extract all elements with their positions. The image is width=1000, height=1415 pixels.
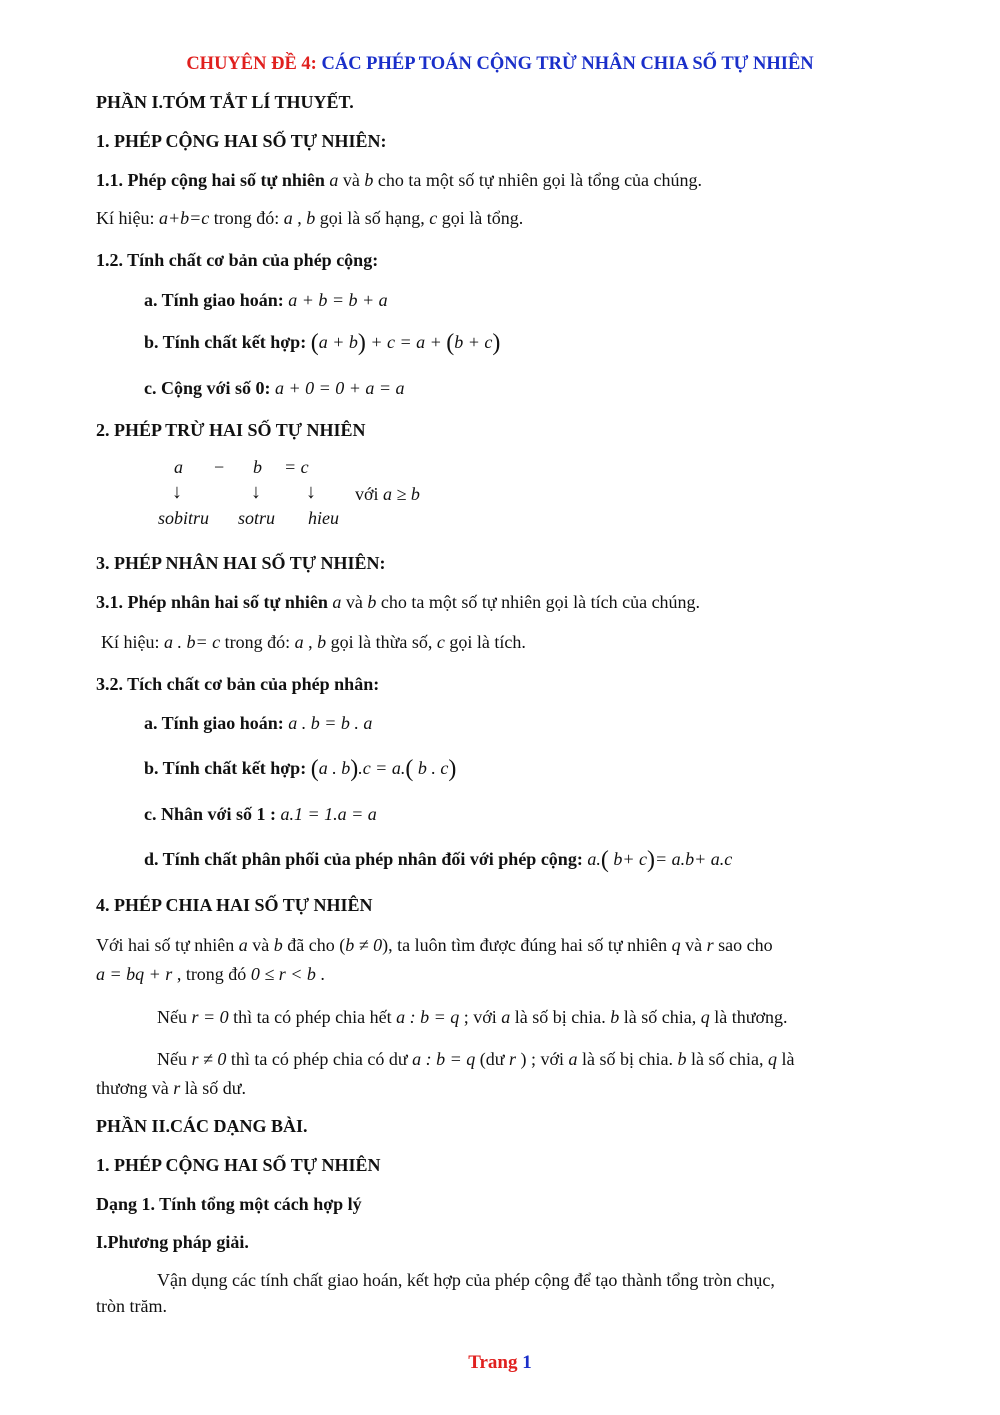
s1-pb-f1: a + b [318,332,358,352]
s1-kh-sum: gọi là tổng. [437,208,524,228]
title-main: CÁC PHÉP TOÁN CỘNG TRỪ NHÂN CHIA SỐ TỰ NHIÊN [321,54,814,74]
s3-heading: 3. PHÉP NHÂN HAI SỐ TỰ NHIÊN: [96,553,386,573]
s3-pb-label: b. Tính chất kết hợp: [144,758,311,778]
s4-l2-range: 0 ≤ r < b [250,964,316,984]
s1-kh-b: b [306,208,316,228]
s3-kh-a: a [294,632,304,652]
s4-l2-formula: a = bq + r [96,964,173,984]
p2-text-2: tròn trăm. [96,1296,167,1316]
s4-l1-vb: b [273,935,283,955]
s3-kh-prod: gọi là tích. [444,632,526,652]
s1-def-a: a [329,170,339,190]
p2-method: I.Phương pháp giải. [96,1232,249,1252]
s3-kh-label: Kí hiệu: [101,632,164,652]
s2-heading: 2. PHÉP TRỪ HAI SỐ TỰ NHIÊN [96,420,366,440]
s3-def-rest: cho ta một số tự nhiên gọi là tích của chúng. [376,592,701,612]
s2-minus: − [214,457,225,477]
s1-prop-a [144,288,388,312]
s1-def-bold: 1.1. Phép cộng hai số tự nhiên [96,170,325,190]
part1-heading: PHẦN I.TÓM TẮT LÍ THUYẾT. [96,92,354,112]
s4-l4-vr: r [508,1049,516,1069]
s1-definition [96,168,702,192]
s4-heading: 4. PHÉP CHIA HAI SỐ TỰ NHIÊN [96,895,373,915]
s1-def-rest: cho ta một số tự nhiên gọi là tổng của chúng. [373,170,703,190]
s4-l3-f: là thương. [709,1007,788,1027]
s2-condition [355,484,420,505]
s4-l3-cond: r = 0 [191,1007,229,1027]
s2-arrow-1: ↓ [172,481,182,503]
s1-def-b: b [364,170,374,190]
s4-l4-e: là số bị chia. [577,1049,678,1069]
s3-pd-f2: b+ c [608,849,647,869]
s2-label-sotru: sotru [238,508,276,528]
p2-dang: Dạng 1. Tính tổng một cách hợp lý [96,1194,362,1214]
s1-kh-mid: trong đó: [209,208,284,228]
s1-kh-comma: , [292,208,307,228]
s2-var-a: a [174,457,183,477]
s3-notation [101,630,526,654]
s4-l3-vb: b [610,1007,620,1027]
s3-prop-b: b. Tính chất kết hợp: (a . b).c = a.( b . c) [144,756,457,782]
s4-l2-end: . [315,964,325,984]
s4-l3-formula: a : b = q [396,1007,460,1027]
s2-arrow-2: ↓ [251,481,261,503]
s4-l4-d: ) ; với [516,1049,569,1069]
s2-label-sobitru: sobitru [158,508,210,528]
s3-pd-label: d. Tính chất phân phối của phép nhân đối với phép cộng: [144,849,588,869]
s4-l1-r: r [706,935,714,955]
s4-l5-vr: r [173,1078,181,1098]
s3-prop-a [144,711,372,735]
page-footer [0,1352,1000,1374]
s3-prop-c [144,802,377,826]
s4-l3-a: Nếu [157,1007,192,1027]
s1-pc-formula: a + 0 = 0 + a = a [274,378,405,398]
s4-l5-a: thương và [96,1078,174,1098]
s4-line3 [157,1005,788,1029]
s4-l4-c: (dư [475,1049,509,1069]
s4-l2-mid: , trong đó [172,964,251,984]
s1-kh-term: gọi là số hạng, [315,208,430,228]
s4-l3-vq: q [700,1007,710,1027]
s4-l1-q: q [671,935,681,955]
s4-l3-b: thì ta có phép chia hết [228,1007,397,1027]
s3-kh-mid: trong đó: [220,632,295,652]
s1-prop-b: b. Tính chất kết hợp: (a + b) + c = a + (b + c) [144,330,501,356]
s1-kh-c: c [429,208,438,228]
s3-pc-formula: a.1 = 1.a = a [280,804,377,824]
s4-l5-b: là số dư. [180,1078,247,1098]
s3-prop-d: d. Tính chất phân phối của phép nhân đối với phép cộng: a.( b+ c)= a.b+ a.c [144,847,733,873]
s2-label-hieu: hieu [308,508,339,528]
s4-l4-va: a [568,1049,578,1069]
s3-kh-factor: gọi là thừa số, [326,632,437,652]
s2-cond-text: với [355,484,379,504]
s4-l4-b: thì ta có phép chia có dư [226,1049,413,1069]
footer-label: Trang [468,1352,518,1373]
s4-l1-f: sao cho [713,935,773,955]
s1-notation [96,206,523,230]
s4-l1-va: a [238,935,248,955]
s1-pa-label: a. Tính giao hoán: [144,290,289,310]
s4-l3-e: là số chia, [619,1007,701,1027]
s4-l4-f: là số chia, [686,1049,768,1069]
s3-pb-f2: .c = a. [358,758,406,778]
s1-props-heading: 1.2. Tính chất cơ bản của phép cộng: [96,250,379,270]
s1-pa-formula: a + b = b + a [288,290,388,310]
doc-title [0,52,1000,76]
s3-kh-b: b [317,632,327,652]
s1-def-and: và [338,170,365,190]
part2-heading: PHẦN II.CÁC DẠNG BÀI. [96,1116,308,1136]
p2-text-1: Vận dụng các tính chất giao hoán, kết hợp của phép cộng để tạo thành tổng tròn chục, [157,1270,775,1290]
s3-pc-label: c. Nhân với số 1 : [144,804,281,824]
s4-l3-d: là số bị chia. [510,1007,611,1027]
s3-def-and: và [341,592,368,612]
s4-line4 [157,1047,794,1071]
s4-l4-vb: b [677,1049,687,1069]
s3-def-bold: 3.1. Phép nhân hai số tự nhiên [96,592,328,612]
s4-l4-vq: q [767,1049,777,1069]
s1-pb-label: b. Tính chất kết hợp: [144,332,311,352]
s3-pd-f3: = a.b+ a.c [654,849,733,869]
s1-heading: 1. PHÉP CỘNG HAI SỐ TỰ NHIÊN: [96,131,387,151]
s1-pc-label: c. Cộng với số 0: [144,378,275,398]
s3-def-b: b [367,592,377,612]
s1-kh-label: Kí hiệu: [96,208,159,228]
s3-def-a: a [332,592,342,612]
s2-var-b: b [253,457,262,477]
s3-pa-label: a. Tính giao hoán: [144,713,289,733]
s4-l1-cond: b ≠ 0 [345,935,383,955]
s4-line2 [96,962,325,986]
s3-kh-formula: a . b= c [164,632,221,652]
s3-definition [96,590,700,614]
s3-props-heading: 3.2. Tích chất cơ bản của phép nhân: [96,674,380,694]
s4-l4-a: Nếu [157,1049,192,1069]
s4-line5 [96,1076,246,1100]
s4-l3-c: ; với [459,1007,502,1027]
title-prefix: CHUYÊN ĐỀ 4: [186,54,317,74]
s2-eq-c: = c [284,457,309,477]
s2-cond-formula: a ≥ b [383,484,420,504]
footer-page-number: 1 [522,1352,532,1373]
s1-prop-c [144,376,405,400]
s2-arrow-3: ↓ [306,481,316,503]
s4-l3-va: a [501,1007,511,1027]
s4-l1-e: và [680,935,707,955]
s4-l4-cond: r ≠ 0 [191,1049,227,1069]
s4-l4-formula: a : b = q [412,1049,476,1069]
s4-l1-c: đã cho ( [282,935,346,955]
s3-pb-f3: b . c [413,758,449,778]
p2-heading: 1. PHÉP CỘNG HAI SỐ TỰ NHIÊN [96,1155,381,1175]
s4-l4-g: là [776,1049,795,1069]
s4-l1-d: ), ta luôn tìm được đúng hai số tự nhiên [382,935,672,955]
s4-l1-a: Với hai số tự nhiên [96,935,239,955]
s1-pb-f2: + c = a + [365,332,447,352]
s1-kh-formula: a+b=c [159,208,210,228]
s3-kh-comma: , [303,632,318,652]
s3-pd-f1: a. [587,849,601,869]
s1-kh-a: a [283,208,293,228]
s4-l1-b: và [247,935,274,955]
s3-pb-f1: a . b [318,758,351,778]
s3-pa-formula: a . b = b . a [288,713,373,733]
s3-kh-c: c [436,632,445,652]
s1-pb-f3: b + c [454,332,493,352]
s4-line1 [96,933,773,957]
